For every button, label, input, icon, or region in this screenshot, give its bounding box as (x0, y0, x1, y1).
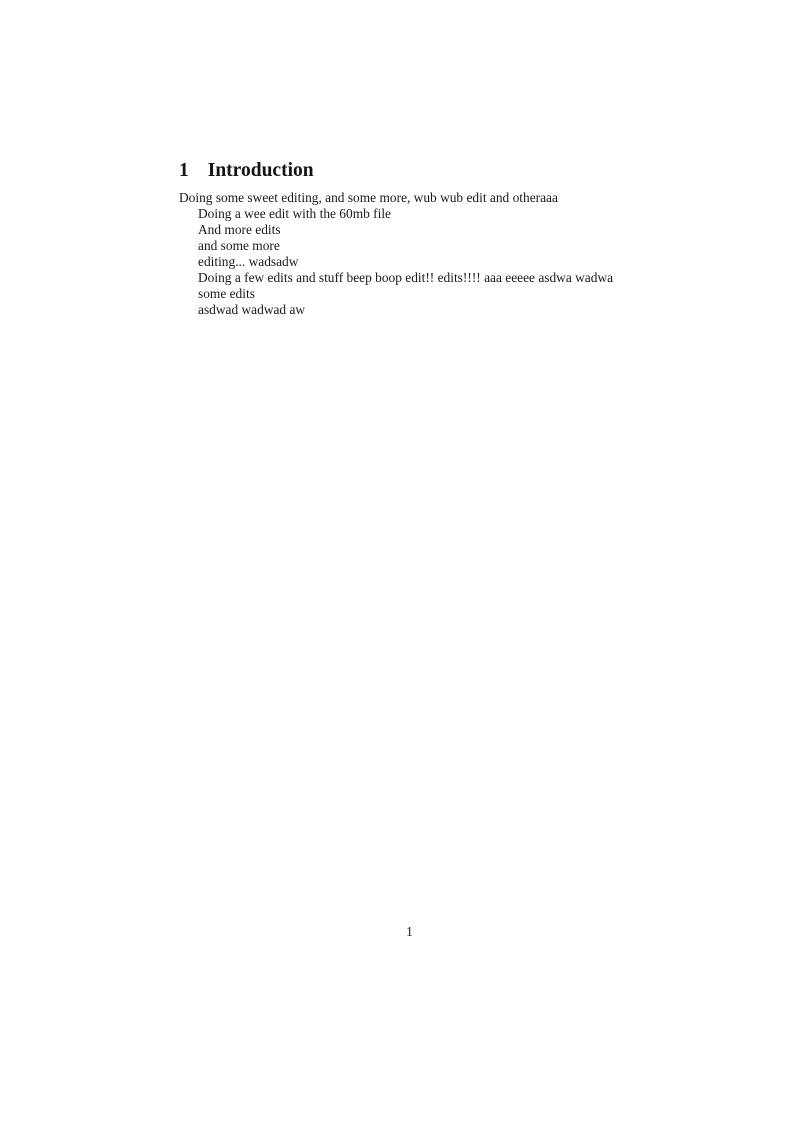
paragraph: editing... wadsadw (198, 254, 299, 269)
paragraph: Doing some sweet editing, and some more, wub wub edit and otheraaa (179, 190, 558, 205)
section-title: Introduction (207, 160, 314, 181)
paragraph: asdwad wadwad aw (198, 302, 306, 317)
body-text (179, 190, 640, 318)
paragraph: and some more (198, 238, 280, 253)
paragraph: some edits (198, 286, 255, 301)
paragraph: And more edits (198, 222, 281, 237)
paragraph: Doing a wee edit with the 60mb file (198, 206, 392, 221)
document-content (179, 159, 640, 318)
section-number: 1 (179, 160, 189, 181)
page-number: 1 (406, 924, 413, 939)
section-heading (179, 159, 640, 182)
paragraph: Doing a few edits and stuff beep boop edit!! edits!!!! aaa eeeee asdwa wadwa (198, 270, 614, 285)
